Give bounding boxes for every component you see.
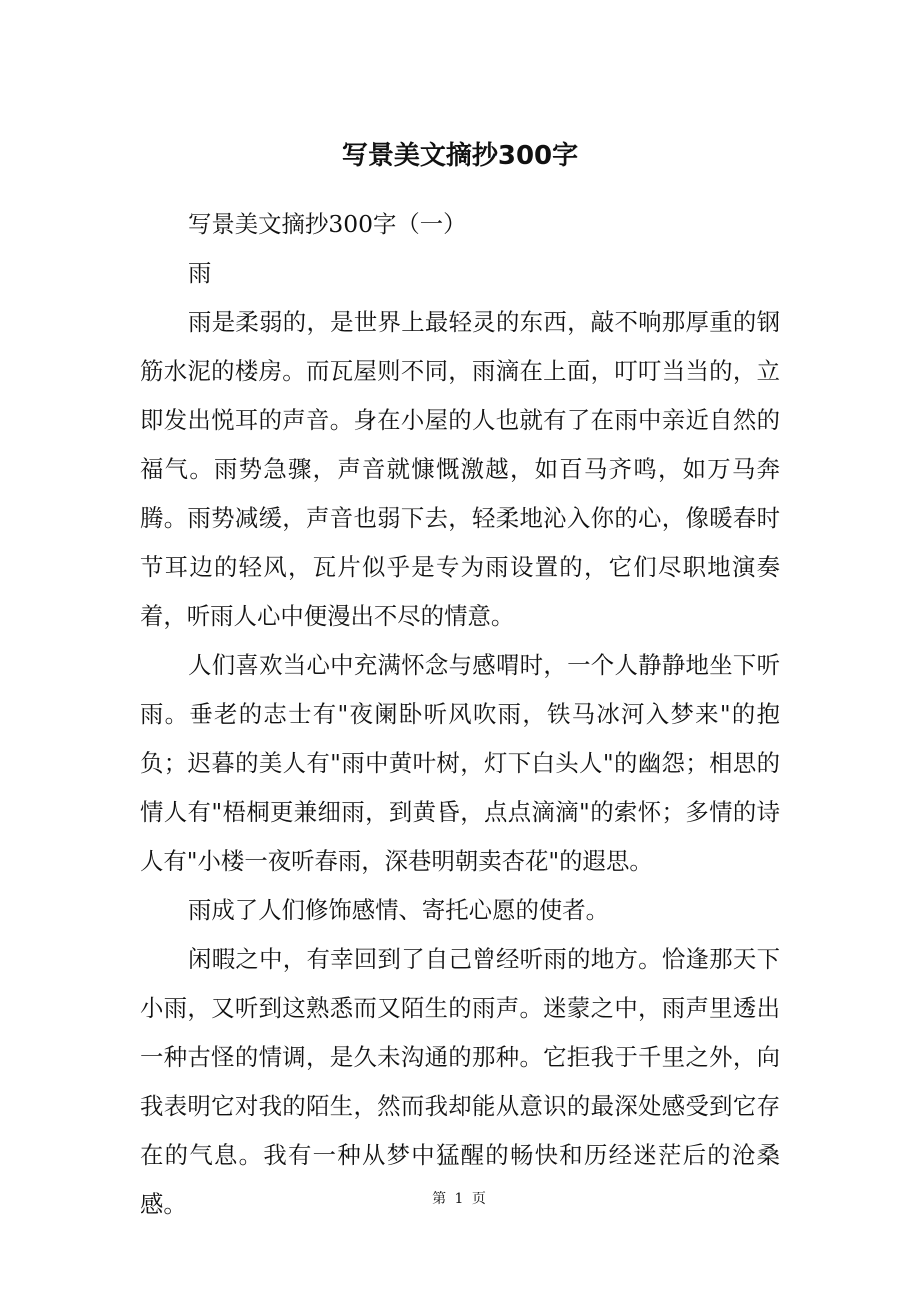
document-body (140, 200, 780, 1229)
body-paragraph: 雨成了人们修饰感情、寄托心愿的使者。 (188, 896, 610, 924)
body-paragraph: 雨是柔弱的，是世界上最轻灵的东西，敲不响那厚重的钢筋水泥的楼房。而瓦屋则不同，雨滴在上面，叮叮当当的，立即发出悦耳的声音。身在小屋的人也就有了在雨中亲近自然的福气。雨势急骤，声音就慷慨激越，如百马齐鸣，如万马奔腾。雨势减缓，声音也弱下去，轻柔地沁入你的心，像暖春时节耳边的轻风，瓦片似乎是专为雨设置的，它们尽职地演奏着，听雨人心中便漫出不尽的情意。 (140, 308, 780, 630)
section-heading: 写景美文摘抄300字（一） (188, 210, 467, 238)
document-title: 写景美文摘抄300字 (341, 141, 579, 171)
essay-title: 雨 (188, 259, 212, 287)
body-paragraph: 闲暇之中，有幸回到了自己曾经听雨的地方。恰逢那天下小雨，又听到这熟悉而又陌生的雨声。迷蒙之中，雨声里透出一种古怪的情调，是久未沟通的那种。它拒我于千里之外，向我表明它对我的陌生，然而我却能从意识的最深处感受到它存在的气息。我有一种从梦中猛醒的畅快和历经迷茫后的沧桑感。 (140, 945, 780, 1218)
body-paragraph: 人们喜欢当心中充满怀念与感喟时，一个人静静地坐下听雨。垂老的志士有"夜阑卧听风吹雨，铁马冰河入梦来"的抱负；迟暮的美人有"雨中黄叶树，灯下白头人"的幽怨；相思的情人有"梧桐更兼细雨，到黄昏，点点滴滴"的索怀；多情的诗人有"小楼一夜听春雨，深巷明朝卖杏花"的遐思。 (140, 651, 780, 875)
page-number: 第 1 页 (432, 1191, 488, 1207)
